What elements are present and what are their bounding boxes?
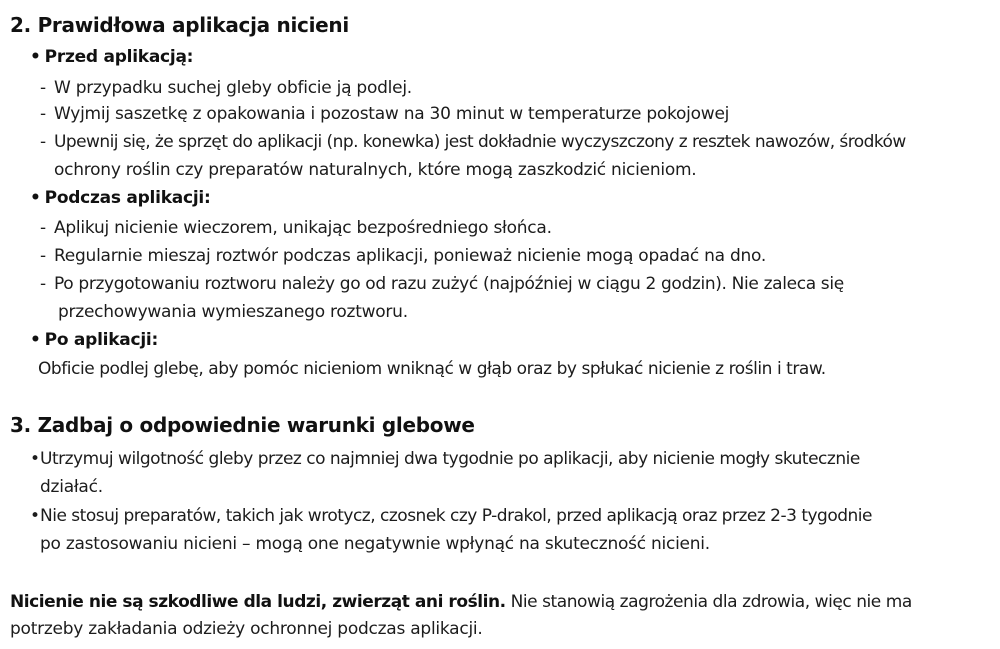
- after-application-text: Obficie podlej glebę, aby pomóc nicieniom wniknąć w głąb oraz by spłukać nicienie z roślin i traw.: [38, 359, 826, 379]
- bullet-glyph: •: [30, 188, 41, 208]
- after-application-label: • Po aplikacji:: [30, 330, 159, 350]
- soil-item-1-continued: działać.: [40, 477, 103, 497]
- safety-note-text: Nie stanowią zagrożenia dla zdrowia, więc nie ma: [505, 592, 912, 612]
- soil-item-1: •Utrzymuj wilgotność gleby przez co najmniej dwa tygodnie po aplikacji, aby nicienie mogły skutecznie: [30, 449, 860, 469]
- bullet-glyph: •: [30, 506, 40, 526]
- before-item-3-continued: ochrony roślin czy preparatów naturalnych, które mogą zaszkodzić nicieniom.: [54, 160, 697, 180]
- soil-item-2: •Nie stosuj preparatów, takich jak wrotycz, czosnek czy P-drakol, przed aplikacją oraz przez 2-3 tygodnie: [30, 506, 872, 526]
- during-item-3: - Po przygotowaniu roztworu należy go od razu zużyć (najpóźniej w ciągu 2 godzin). Nie zaleca się: [40, 274, 844, 294]
- before-application-label: • Przed aplikacją:: [30, 47, 194, 67]
- section-2-heading: 2. Prawidłowa aplikacja nicieni: [10, 13, 349, 37]
- safety-note-continued: potrzeby zakładania odzieży ochronnej podczas aplikacji.: [10, 619, 483, 639]
- during-item-2: - Regularnie mieszaj roztwór podczas aplikacji, ponieważ nicienie mogą opadać na dno.: [40, 246, 767, 266]
- before-item-2: - Wyjmij saszetkę z opakowania i pozostaw na 30 minut w temperaturze pokojowej: [40, 104, 730, 124]
- before-item-3: - Upewnij się, że sprzęt do aplikacji (np. konewka) jest dokładnie wyczyszczony z resztek nawozów, środków: [40, 132, 906, 152]
- bullet-glyph: •: [30, 47, 41, 67]
- before-item-1: - W przypadku suchej gleby obficie ją podlej.: [40, 78, 412, 98]
- safety-note: [10, 591, 912, 613]
- bullet-glyph: •: [30, 449, 40, 469]
- during-application-label: • Podczas aplikacji:: [30, 188, 211, 208]
- section-3-heading: 3. Zadbaj o odpowiednie warunki glebowe: [10, 413, 475, 437]
- soil-item-2-continued: po zastosowaniu nicieni – mogą one negatywnie wpłynąć na skuteczność nicieni.: [40, 534, 710, 554]
- during-item-3-continued: przechowywania wymieszanego roztworu.: [58, 302, 408, 322]
- during-item-1: - Aplikuj nicienie wieczorem, unikając bezpośredniego słońca.: [40, 218, 552, 238]
- bullet-glyph: •: [30, 330, 41, 350]
- safety-note-bold: Nicienie nie są szkodliwe dla ludzi, zwierząt ani roślin.: [10, 592, 506, 612]
